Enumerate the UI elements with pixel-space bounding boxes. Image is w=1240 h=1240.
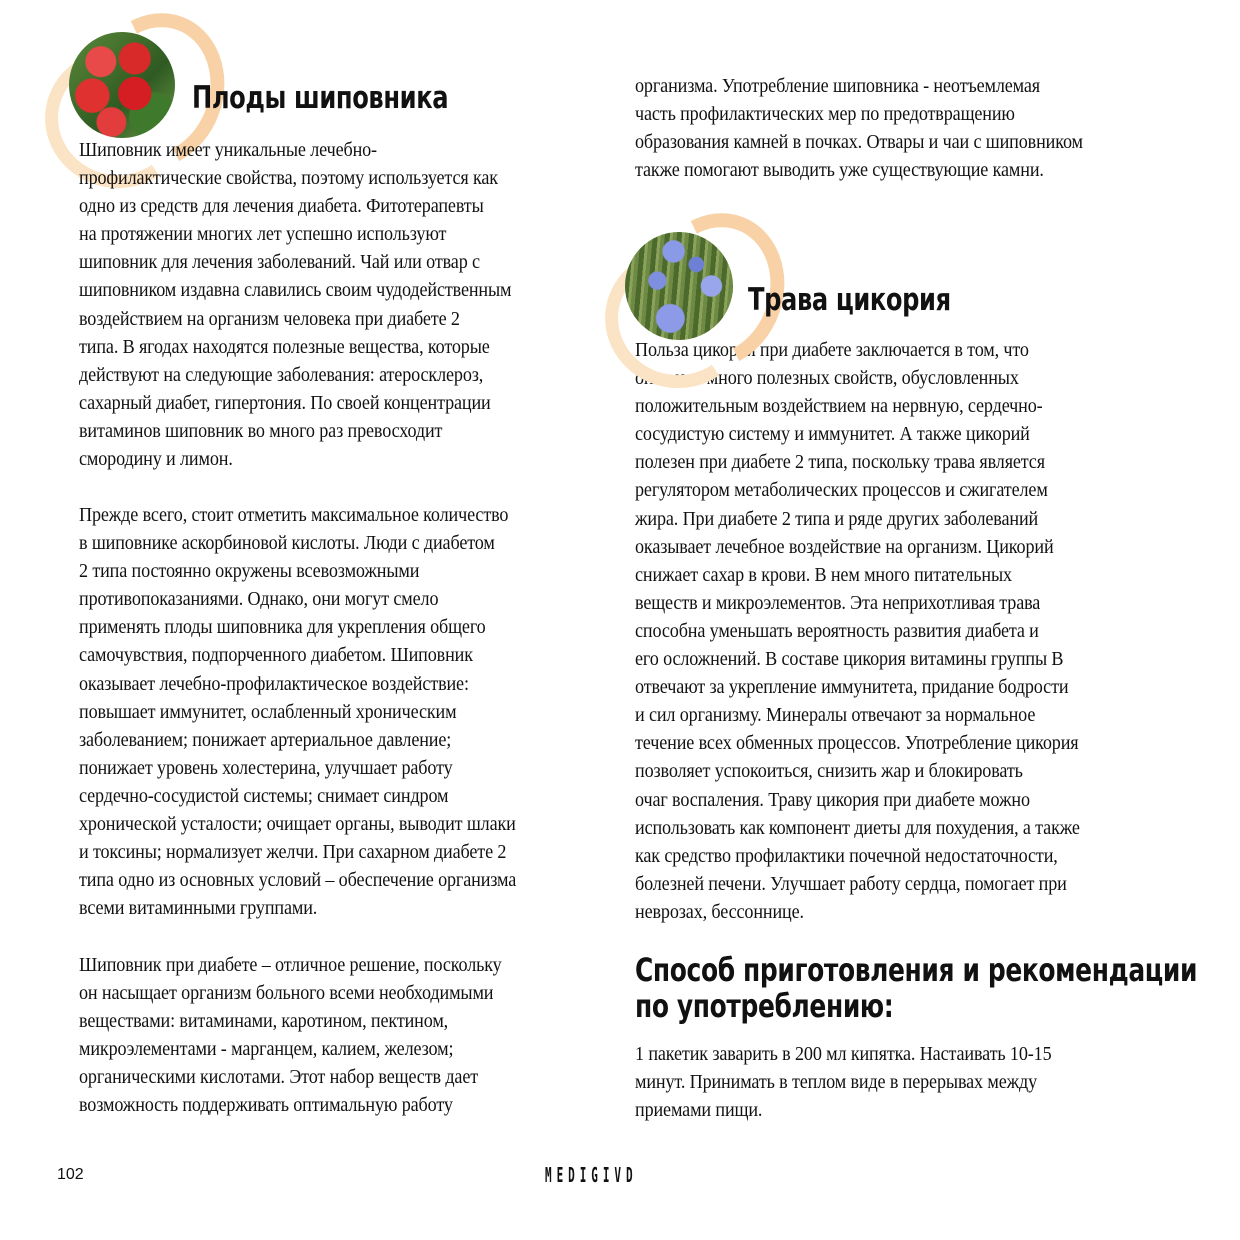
rosehip-paragraph-1: Шиповник имеет уникальные лечебно- профилактические свойства, поэтому используется как одно из средств для лечения диабета. Фитотерапевты на протяжении многих лет успешно используют шиповник для лечения заболеваний. Чай или отвар с шиповником издавна славились своим чудодейственным воздействием на организм человека при диабете 2 типа. В ягодах находятся полезные вещества, которые действуют на следующие заболевания: атеросклероз, сахарный диабет, гипертония. По своей концентрации витаминов шиповник во много раз превосходит смородину и лимон. [79, 140, 512, 471]
section-heading-preparation: Способ приготовления и рекомендации по употреблению: [635, 951, 1198, 1025]
preparation-text: 1 пакетик заварить в 200 мл кипятка. Настаивать 10-15 минут. Принимать в теплом виде в перерывах между приемами пищи. [635, 1044, 1052, 1122]
chicory-image-block [605, 210, 755, 360]
section-heading-chicory: Трава цикория [748, 282, 951, 318]
rosehip-photo [69, 32, 175, 138]
brand-logo: MEDIGIVD [545, 1163, 638, 1187]
chicory-paragraph-1: Польза цикория при диабете заключается в том, что он имеет много полезных свойств, обусловленных положительным воздействием на нервную, сердечно- сосудистую систему и иммунитет. А также цикорий полезен при диабете 2 типа, поскольку трава является регулятором метаболических процессов и сжигателем жира. При диабете 2 типа и ряде других заболеваний оказывает лечебное воздействие на организм. Цикорий снижает сахар в крови. В нем много питательных веществ и микроэлементов. Эта неприхотливая трава способна уменьшать вероятность развития диабета и его осложнений. В составе цикория витамины группы В отвечают за укрепление иммунитета, придание бодрости и сил организму. Минералы отвечают за нормальное течение всех обменных процессов. Употребление цикория позволяет успокоиться, снизить жар и блокировать очаг воспаления. Траву цикория при диабете можно использовать как компонент диеты для похудения, а также как средство профилактики почечной недостаточности, болезней печени. Улучшает работу сердца, помогает при неврозах, бессоннице. [635, 340, 1080, 923]
rosehip-paragraph-3: Шиповник при диабете – отличное решение, поскольку он насыщает организм больного всеми необходимыми веществами: витаминами, каротином, пектином, микроэлементами - марганцем, калием, железом; органическими кислотами. Этот набор веществ дает возможность поддерживать оптимальную работу [79, 955, 502, 1117]
section-heading-rosehip: Плоды шиповника [192, 80, 449, 116]
chicory-photo [625, 232, 733, 340]
page-number: 102 [57, 1166, 84, 1183]
rosehip-paragraph-2: Прежде всего, стоит отметить максимальное количество в шиповнике аскорбиновой кислоты. Люди с диабетом 2 типа постоянно окружены всевозможными противопоказаниями. Однако, они могут смело применять плоды шиповника для укрепления общего самочувствия, подпорченного диабетом. Шиповник оказывает лечебно-профилактическое воздействие: повышает иммунитет, ослабленный хроническим заболеванием; понижает артериальное давление; понижает уровень холестерина, улучшает работу сердечно-сосудистой системы; снимает синдром хронической усталости; очищает органы, выводит шлаки и токсины; нормализует желчи. При сахарном диабете 2 типа одно из основных условий – обеспечение организма всеми витаминными группами. [79, 505, 517, 920]
rosehip-paragraph-4: организма. Употребление шиповника - неотъемлемая часть профилактических мер по предотвращению образования камней в почках. Отвары и чаи с шиповником также помогают выводить уже существующие камни. [635, 76, 1083, 182]
